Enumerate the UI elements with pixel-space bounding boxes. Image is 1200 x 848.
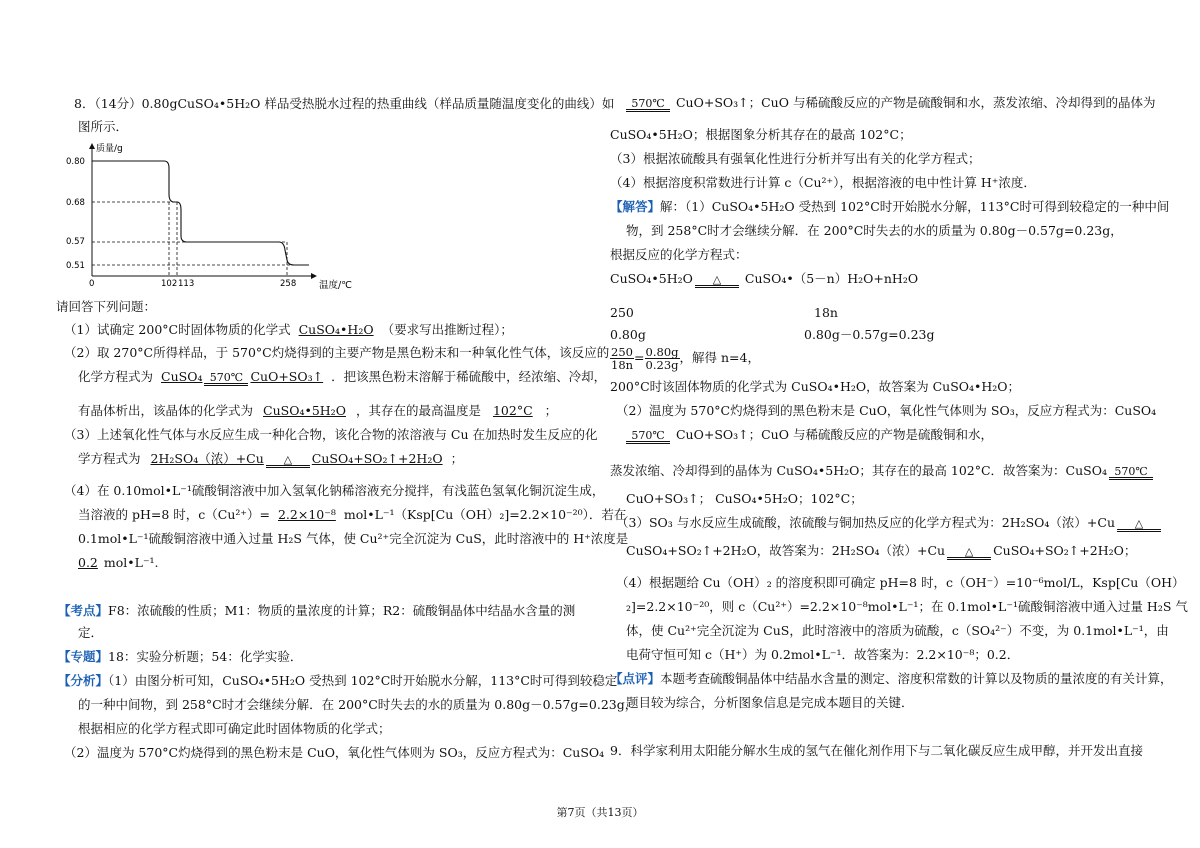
fenxi-tag: 【分析】	[58, 673, 109, 688]
r-line16: CuO+SO₃↑； CuSO₄•5H₂O；102°C；	[626, 491, 863, 506]
r-line21: 体，使 Cu²⁺完全沉淀为 CuS，此时溶液中的溶质为硫酸，c（SO₄²⁻）不变，为 0.1mol•L⁻¹，由	[626, 623, 1169, 638]
dianping-line2: 题目较为综合，分析图象信息是完成本题目的关键．	[626, 695, 914, 710]
x-axis-label: 温度/℃	[319, 280, 352, 291]
r-line20: ₂]=2.2×10⁻²⁰，则 c（Cu²⁺）=2.2×10⁻⁸mol•L⁻¹；在 0.1mol•L⁻¹硫酸铜溶液中通入过量 H₂S 气	[626, 599, 1188, 614]
condition-570-mark: 570℃	[202, 372, 250, 386]
thermogravimetric-chart	[64, 138, 352, 291]
question-8-stem-cont: 图所示．	[78, 119, 129, 134]
r-line18: CuSO₄+SO₂↑+2H₂O，故答案为：2H₂SO₄（浓）+Cu △ CuSO₄+SO₂↑+2H₂O；	[626, 543, 1137, 558]
mass-080: 0.80g	[610, 327, 646, 342]
ratio-250: 250	[610, 305, 634, 320]
answer-2-crystal: CuSO₄•5H₂O	[263, 403, 346, 418]
condition-heat-mark: △	[264, 454, 312, 468]
kaodian-line1: 【考点】F8：浓硫酸的性质；M1：物质的量浓度的计算；R2：硫酸铜晶体中结晶水含量的测	[58, 603, 576, 618]
equation-line: CuSO₄•5H₂O △ CuSO₄•（5－n）H₂O+nH₂O	[610, 271, 919, 286]
fenxi-line4: （2）温度为 570°C灼烧得到的黑色粉末是 CuO，氧化性气体则为 SO₃，反应方程式为：CuSO₄	[64, 745, 605, 760]
r-line17: （3）SO₃ 与水反应生成硫酸，浓硫酸与铜加热反应的化学方程式为：2H₂SO₄（浓）+Cu △	[616, 514, 1163, 532]
zhuanti-tag: 【专题】	[58, 649, 109, 664]
x-tick-102: 102	[161, 279, 178, 289]
part-4-line3: 0.1mol•L⁻¹硫酸铜溶液中通入过量 H₂S 气体，使 Cu²⁺完全沉淀为 CuS，此时溶液中的 H⁺浓度是	[78, 531, 629, 546]
part-3-line1: （3）上述氧化性气体与水反应生成一种化合物，该化合物的浓溶液与 Cu 在加热时发生反应的化	[64, 427, 598, 442]
answer-4-cu: 2.2×10⁻⁸	[277, 507, 336, 522]
r-line13: （2）温度为 570°C灼烧得到的黑色粉末是 CuO，氧化性气体则为 SO₃，反应方程式为：CuSO₄	[616, 403, 1157, 418]
r-line7: 根据反应的化学方程式：	[610, 247, 748, 262]
proportion-line: $\frac{250}{18n}$ = $\frac{0.80g}{0.23g}$ ，解得 n=4，	[611, 345, 760, 372]
page-footer: 第7页（共13页）	[556, 806, 644, 819]
zhuanti-line: 【专题】18：实验分析题；54：化学实验．	[58, 649, 303, 664]
r-line6: 物，到 258°C时才会继续分解．在 200°C时失去的水的质量为 0.80g－0.57g=0.23g，	[626, 223, 1123, 238]
question-9-stem: 9．科学家利用太阳能分解水生成的氢气在催化剂作用下与二氧化碳反应生成甲醇，并开发出直接	[610, 743, 1143, 758]
r-line1: 570℃ CuO+SO₃↑；CuO 与稀硫酸反应的产物是硫酸铜和水，蒸发浓缩、冷却得到的晶体为	[624, 94, 1155, 112]
r-line3: （3）根据浓硫酸具有强氧化性进行分析并写出有关的化学方程式；	[610, 151, 981, 166]
r-line15: 蒸发浓缩、冷却得到的晶体为 CuSO₄•5H₂O；其存在的最高 102°C．故答案为：CuSO₄ 570℃	[610, 462, 1155, 480]
part-3-line2: 学方程式为 2H₂SO₄（浓）+Cu △ CuSO₄+SO₂↑+2H₂O ；	[78, 451, 464, 466]
y-axis-label: 质量/g	[96, 144, 123, 154]
y-tick-051: 0.51	[66, 261, 85, 271]
r-line14: 570℃ CuO+SO₃↑；CuO 与稀硫酸反应的产物是硫酸铜和水，	[624, 426, 993, 444]
answer-2-temp: 102°C	[492, 403, 533, 418]
r-line4: （4）根据溶度积常数进行计算 c（Cu²⁺），根据溶液的电中性计算 H⁺浓度．	[610, 175, 1036, 190]
question-8-stem: 8．（14分）0.80gCuSO₄•5H₂O 样品受热脱水过程的热重曲线（样品质量随温度变化的曲线）如	[74, 96, 615, 111]
r-line22: 电荷守恒可知 c（H⁺）为 0.2mol•L⁻¹．故答案为：2.2×10⁻⁸；0.2．	[626, 647, 1020, 662]
fenxi-line2: 的一种中间物，到 258°C时才会继续分解．在 200°C时失去的水的质量为 0.80g－0.57g=0.23g，	[78, 697, 638, 712]
fenxi-line3: 根据相应的化学方程式即可确定此时固体物质的化学式；	[78, 721, 391, 736]
kaodian-line2: 定．	[78, 625, 104, 640]
r-line19: （4）根据题给 Cu（OH）₂ 的溶度积即可确定 pH=8 时，c（OH⁻）=10⁻⁶mol/L，Ksp[Cu（OH）	[616, 575, 1185, 590]
dianping-line1: 【点评】本题考查硫酸铜晶体中结晶水含量的测定、溶度积常数的计算以及物质的量浓度的有关计算，	[610, 671, 1173, 686]
part-4-line1: （4）在 0.10mol•L⁻¹硫酸铜溶液中加入氢氧化钠稀溶液充分搅拌，有浅蓝色氢氧化铜沉淀生成，	[64, 483, 605, 498]
x-tick-113: 113	[178, 279, 195, 289]
jieda-tag: 【解答】	[610, 199, 661, 214]
dianping-tag: 【点评】	[610, 671, 661, 686]
part-2-line3: 有晶体析出，该晶体的化学式为 CuSO₄•5H₂O ，其存在的最高温度是 102°C ；	[78, 403, 558, 418]
part-4-line2: 当溶液的 pH=8 时，c（Cu²⁺）= 2.2×10⁻⁸ mol•L⁻¹（Ksp[Cu（OH）₂]=2.2×10⁻²⁰）．若在	[78, 507, 627, 522]
part-1: （1）试确定 200°C时固体物质的化学式 CuSO₄•H₂O （要求写出推断过程）；	[64, 322, 513, 337]
r-line12: 200°C时该固体物质的化学式为 CuSO₄•H₂O，故答案为 CuSO₄•H₂O；	[610, 379, 1021, 394]
kaodian-tag: 【考点】	[58, 603, 109, 618]
x-tick-0: 0	[89, 279, 95, 289]
mass-diff: 0.80g－0.57g=0.23g	[804, 327, 935, 342]
y-tick-068: 0.68	[66, 198, 85, 208]
mass-curve	[92, 161, 309, 265]
x-tick-258: 258	[280, 279, 297, 289]
r-line2: CuSO₄•5H₂O；根据图象分析其存在的最高 102°C；	[610, 127, 912, 142]
y-tick-057: 0.57	[66, 237, 85, 247]
answer-4-h: 0.2	[78, 555, 98, 570]
ratio-18n: 18n	[814, 305, 838, 320]
part-2-line1: （2）取 270°C所得样品，于 570°C灼烧得到的主要产物是黑色粉末和一种氧化性气体，该反应的	[64, 345, 610, 360]
part-4-line4: 0.2 mol•L⁻¹.	[78, 555, 159, 570]
jieda-line1: 【解答】解：（1）CuSO₄•5H₂O 受热到 102°C时开始脱水分解，113°C时可得到较稳定的一种中间	[610, 199, 1170, 214]
please-answer: 请回答下列问题：	[56, 299, 157, 314]
fenxi-line1: 【分析】（1）由图分析可知，CuSO₄•5H₂O 受热到 102°C时开始脱水分解，113°C时可得到较稳定	[58, 673, 618, 688]
answer-1: CuSO₄•H₂O	[298, 322, 374, 337]
part-2-line2: 化学方程式为 CuSO₄ 570℃ CuO+SO₃↑ ．把该黑色粉末溶解于稀硫酸中，经浓缩、冷却，	[78, 369, 607, 384]
y-tick-080: 0.80	[66, 157, 85, 167]
